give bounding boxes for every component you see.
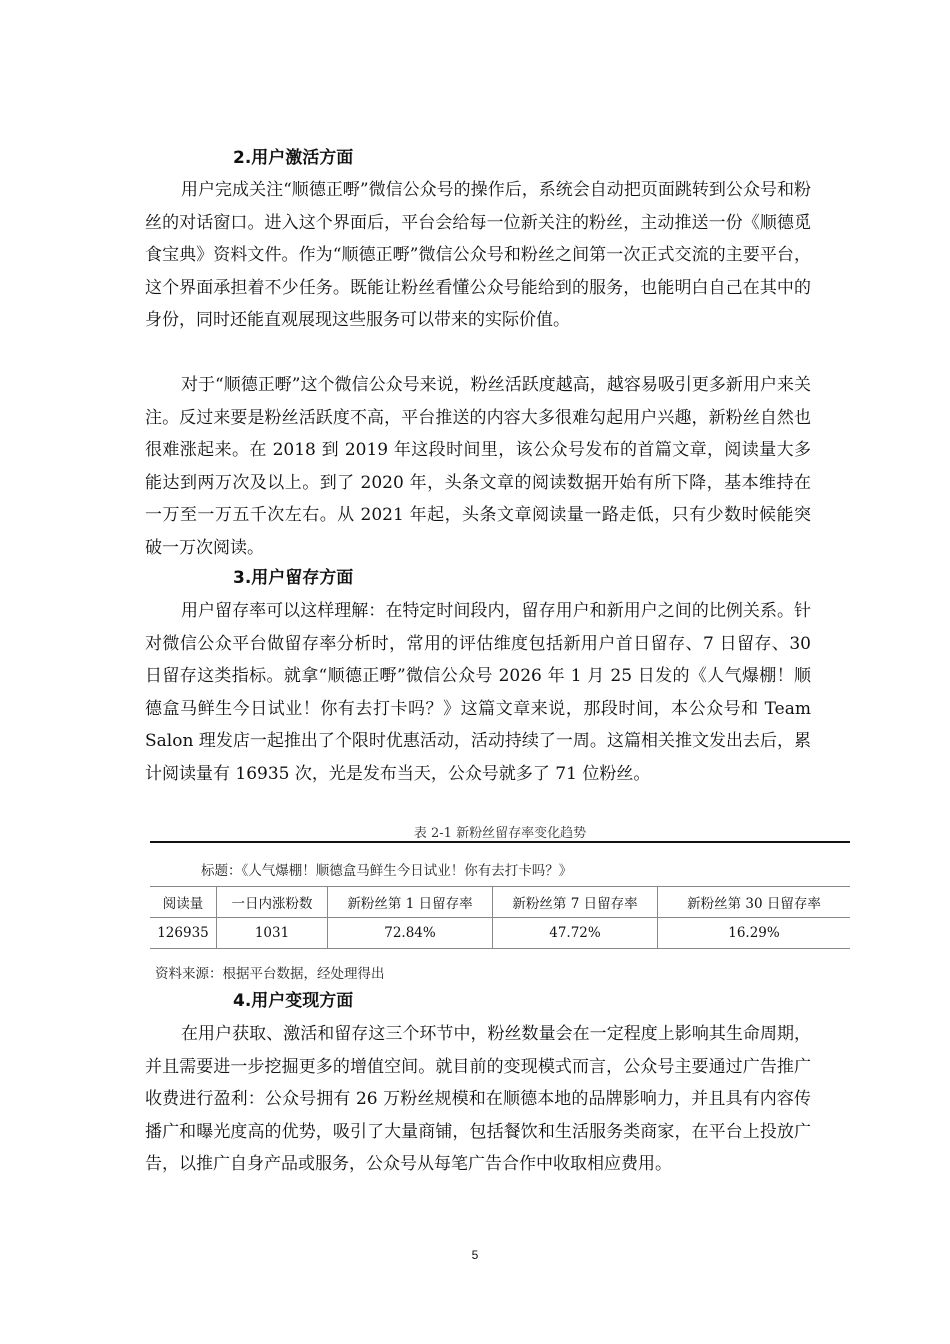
- paragraph-monetization: 在用户获取、激活和留存这三个环节中，粉丝数量会在一定程度上影响其生命周期，并且需要进一步挖掘更多的增值空间。就目前的变现模式而言，公众号主要通过广告推广收费进行盈利：公众号拥有 26 万粉丝规模和在顺德本地的品牌影响力，并且具有内容传播广和曝光度高的优势，吸引了大量商铺，包括餐饮和生活服务类商家，在平台上投放广告，以推广自身产品或服务，公众号从每笔广告合作中收取相应费用。: [145, 1024, 811, 1174]
- table-header-cell: 新粉丝第 1 日留存率: [328, 887, 493, 918]
- table-header-cell: 新粉丝第 30 日留存率: [658, 887, 851, 918]
- table-title: 标题：《人气爆棚！顺德盒马鲜生今日试业！你有去打卡吗？》: [201, 863, 573, 879]
- section-heading-activation: 2.用户激活方面: [233, 148, 354, 168]
- table-header-cell: 阅读量: [150, 887, 217, 918]
- section-heading-monetization: 4.用户变现方面: [233, 991, 354, 1011]
- table-top-rule: [150, 841, 850, 843]
- paragraph-activation-2: 对于“顺德正嘢”这个微信公众号来说，粉丝活跃度越高，越容易吸引更多新用户来关注。反过来要是粉丝活跃度不高，平台推送的内容大多很难勾起用户兴趣，新粉丝自然也很难涨起来。在 2018 到 2019 年这段时间里，该公众号发布的首篇文章，阅读量大多能达到两万次及以上。到了 2020 年，头条文章的阅读数据开始有所下降，基本维持在一万至一万五千次左右。从 2021 年起，头条文章阅读量一路走低，只有少数时候能突破一万次阅读。: [145, 375, 811, 558]
- table-header-row: [150, 887, 850, 918]
- table-source-note: 资料来源：根据平台数据，经处理得出: [155, 966, 385, 982]
- table-cell: 47.72%: [493, 918, 658, 949]
- table-header-cell: 一日内涨粉数: [217, 887, 328, 918]
- table-caption: 表 2-1 新粉丝留存率变化趋势: [413, 826, 587, 841]
- paragraph-activation-1: 用户完成关注“顺德正嘢”微信公众号的操作后，系统会自动把页面跳转到公众号和粉丝的对话窗口。进入这个界面后，平台会给每一位新关注的粉丝，主动推送一份《顺德觅食宝典》资料文件。作为“顺德正嘢”微信公众号和粉丝之间第一次正式交流的主要平台，这个界面承担着不少任务。既能让粉丝看懂公众号能给到的服务，也能明白自己在其中的身份，同时还能直观展现这些服务可以带来的实际价值。: [145, 180, 811, 330]
- table-cell: 72.84%: [328, 918, 493, 949]
- table-cell: 1031: [217, 918, 328, 949]
- section-heading-retention: 3.用户留存方面: [233, 568, 354, 588]
- page-number: 5: [471, 1248, 479, 1262]
- paragraph-retention: 用户留存率可以这样理解：在特定时间段内，留存用户和新用户之间的比例关系。针对微信公众平台做留存率分析时，常用的评估维度包括新用户首日留存、7 日留存、30 日留存这类指标。就拿“顺德正嘢”微信公众号 2026 年 1 月 25 日发的《人气爆棚！顺德盒马鲜生今日试业！你有去打卡吗？》这篇文章来说，那段时间，本公众号和 Team Salon 理发店一起推出了个限时优惠活动，活动持续了一周。这篇相关推文发出去后，累计阅读量有 16935 次，光是发布当天，公众号就多了 71 位粉丝。: [145, 601, 811, 784]
- table-row: [150, 918, 850, 949]
- table-cell: 16.29%: [658, 918, 851, 949]
- retention-table: [150, 856, 850, 949]
- table-header-cell: 新粉丝第 7 日留存率: [493, 887, 658, 918]
- table-cell: 126935: [150, 918, 217, 949]
